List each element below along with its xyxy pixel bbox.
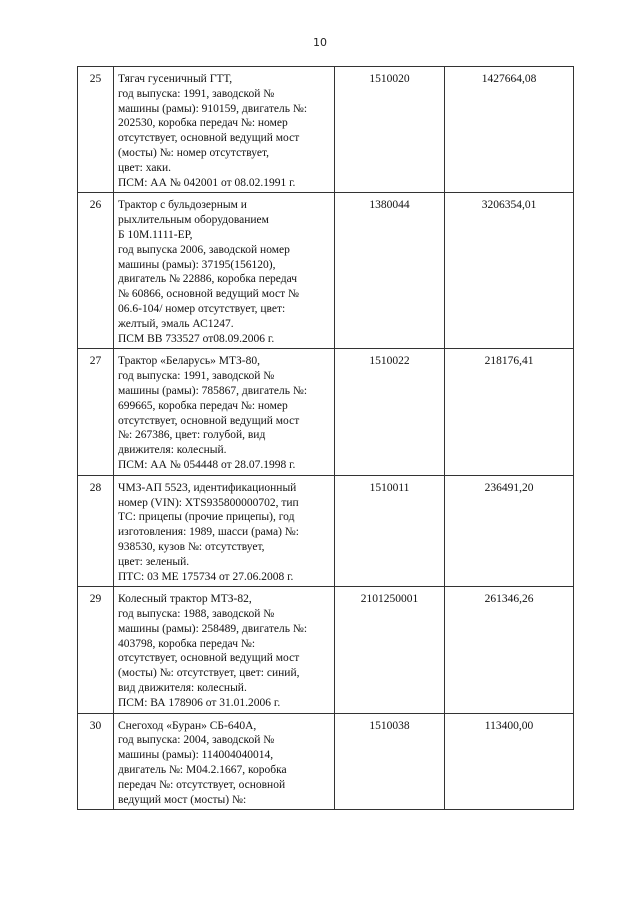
table-row [78, 475, 574, 587]
row-number: 28 [78, 475, 114, 587]
description-line: 938530, кузов №: отсутствует, [118, 540, 265, 553]
page-number: 10 [313, 36, 327, 49]
description-line: движителя: колесный. [118, 444, 227, 457]
description-line: 699665, коробка передач №: номер [118, 399, 288, 412]
description-line: (мосты) №: отсутствует, цвет: синий, [118, 667, 300, 680]
description-line: машины (рамы): 785867, двигатель №: [118, 384, 308, 397]
asset-description [114, 67, 335, 193]
book-value: 218176,41 [445, 349, 574, 475]
row-number: 27 [78, 349, 114, 475]
description-line: отсутствует, основной ведущий мост [118, 652, 300, 665]
book-value: 261346,26 [445, 587, 574, 713]
description-line: 202530, коробка передач №: номер [118, 117, 288, 130]
description-line: Колесный трактор МТЗ-82, [118, 593, 252, 606]
asset-description [114, 713, 335, 810]
asset-description [114, 193, 335, 349]
description-line: машины (рамы): 258489, двигатель №: [118, 622, 308, 635]
row-number: 25 [78, 67, 114, 193]
description-line: ПСМ: ВА 178906 от 31.01.2006 г. [118, 696, 281, 709]
inventory-number: 1380044 [335, 193, 445, 349]
description-line: № 60866, основной ведущий мост № [118, 288, 300, 301]
asset-description [114, 349, 335, 475]
inventory-number: 1510038 [335, 713, 445, 810]
description-line: Тягач гусеничный ГТТ, [118, 73, 233, 85]
description-line: Снегоход «Буран» СБ-640А, [118, 719, 257, 732]
inventory-number: 2101250001 [335, 587, 445, 713]
table-row [78, 587, 574, 713]
description-line: машины (рамы): 114004040014, [118, 749, 274, 762]
description-line: №: 267386, цвет: голубой, вид [118, 429, 266, 442]
book-value: 113400,00 [445, 713, 574, 810]
description-line: двигатель №: М04.2.1667, коробка [118, 764, 287, 777]
asset-description [114, 587, 335, 713]
description-line: ПСМ: АА № 042001 от 08.02.1991 г. [118, 176, 296, 189]
description-line: цвет: хаки. [118, 161, 172, 174]
description-line: машины (рамы): 37195(156120), [118, 258, 276, 271]
asset-table [77, 66, 574, 810]
asset-description [114, 475, 335, 587]
description-line: Б 10М.1111-ЕР, [118, 228, 193, 241]
row-number: 29 [78, 587, 114, 713]
description-line: машины (рамы): 910159, двигатель №: [118, 102, 308, 115]
description-line: год выпуска 2006, заводской номер [118, 243, 290, 256]
description-line: передач №: отсутствует, основной [118, 778, 286, 791]
description-line: ЧМЗ-АП 5523, идентификационный [118, 481, 297, 494]
description-line: 403798, коробка передач №: [118, 637, 256, 650]
inventory-number: 1510020 [335, 67, 445, 193]
description-line: (мосты) №: номер отсутствует, [118, 146, 269, 159]
description-line: год выпуска: 1991, заводской № [118, 370, 275, 383]
description-line: отсутствует, основной ведущий мост [118, 414, 300, 427]
table-row [78, 349, 574, 475]
asset-table-body [78, 67, 574, 810]
inventory-number: 1510011 [335, 475, 445, 587]
table-row [78, 713, 574, 810]
book-value: 236491,20 [445, 475, 574, 587]
description-line: год выпуска: 1991, заводской № [118, 87, 275, 100]
description-line: желтый, эмаль АС1247. [118, 317, 234, 330]
description-line: ПСМ ВВ 733527 от08.09.2006 г. [118, 332, 275, 345]
table-row [78, 193, 574, 349]
book-value: 1427664,08 [445, 67, 574, 193]
table-row [78, 67, 574, 193]
description-line: рыхлительным оборудованием [118, 214, 269, 227]
description-line: ведущий мост (мосты) №: [118, 793, 247, 806]
description-line: номер (VIN): XTS935800000702, тип [118, 496, 299, 509]
description-line: двигатель № 22886, коробка передач [118, 273, 298, 286]
description-line: год выпуска: 1988, заводской № [118, 608, 275, 621]
row-number: 30 [78, 713, 114, 810]
description-line: Трактор «Беларусь» МТЗ-80, [118, 355, 260, 368]
inventory-number: 1510022 [335, 349, 445, 475]
description-line: ПСМ: АА № 054448 от 28.07.1998 г. [118, 458, 296, 471]
description-line: год выпуска: 2004, заводской № [118, 734, 275, 747]
description-line: вид движителя: колесный. [118, 682, 247, 695]
book-value: 3206354,01 [445, 193, 574, 349]
description-line: ТС: прицепы (прочие прицепы), год [118, 511, 295, 524]
description-line: Трактор с бульдозерным и [118, 199, 247, 212]
description-line: 06.6-104/ номер отсутствует, цвет: [118, 302, 286, 315]
description-line: изготовления: 1989, шасси (рама) №: [118, 526, 299, 539]
description-line: отсутствует, основной ведущий мост [118, 132, 300, 145]
row-number: 26 [78, 193, 114, 349]
description-line: ПТС: 03 МЕ 175734 от 27.06.2008 г. [118, 570, 294, 583]
description-line: цвет: зеленый. [118, 555, 190, 568]
